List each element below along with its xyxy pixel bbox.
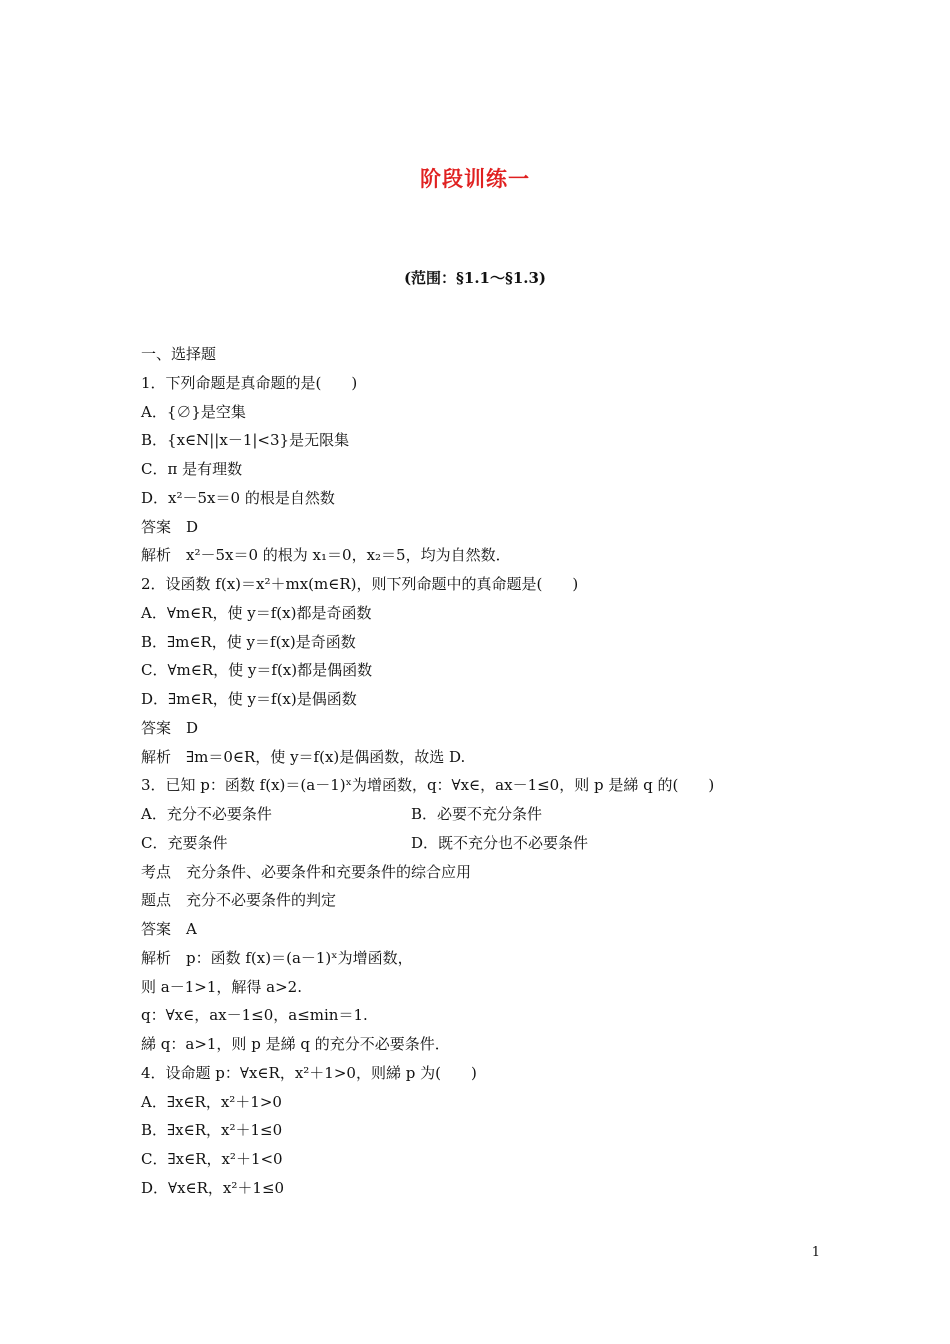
question-3-analysis-4: 綈 q：a>1，则 p 是綈 q 的充分不必要条件． [141, 1035, 450, 1053]
question-2-option-b: B．∃m∈R，使 y＝f(x)是奇函数 [141, 632, 356, 651]
question-3-stem: 3．已知 p：函数 f(x)＝(a－1)ˣ为增函数，q：∀x∈，ax－1≤0，则 p 是綈 q 的( ) [141, 776, 715, 795]
question-4-option-a: A．∃x∈R，x²＋1>0 [141, 1092, 282, 1111]
question-4-option-d: D．∀x∈R，x²＋1≤0 [141, 1178, 285, 1197]
question-3-kaodian: 考点 充分条件、必要条件和充要条件的综合应用 [141, 862, 472, 881]
question-4-stem: 4．设命题 p：∀x∈R，x²＋1>0，则綈 p 为( ) [141, 1063, 477, 1082]
question-4-option-b: B．∃x∈R，x²＋1≤0 [141, 1121, 283, 1140]
question-1-option-a: A．{∅}是空集 [141, 402, 246, 421]
question-3-option-b: B．必要不充分条件 [411, 805, 543, 823]
question-list [141, 340, 821, 1203]
question-2-stem: 2．设函数 f(x)＝x²＋mx(m∈R)，则下列命题中的真命题是( ) [141, 575, 579, 593]
question-3-answer: 答案 A [141, 920, 197, 938]
range-subtitle: (范围：§1.1～§1.3) [403, 269, 547, 287]
section-heading: 一、选择题 [141, 345, 217, 363]
question-2-answer: 答案 D [141, 718, 199, 737]
question-1-option-c: C．π 是有理数 [141, 460, 243, 478]
question-3-analysis-3: q：∀x∈，ax－1≤0，a≤min＝1. [141, 1006, 368, 1025]
question-1-stem: 1．下列命题是真命题的是( ) [141, 373, 358, 392]
question-3-analysis-1: 解析 p：函数 f(x)＝(a－1)ˣ为增函数， [141, 948, 413, 967]
question-4-option-c: C．∃x∈R，x²＋1<0 [141, 1150, 283, 1168]
question-2-option-d: D．∃m∈R，使 y＝f(x)是偶函数 [141, 690, 357, 708]
question-3-option-c: C．充要条件 [141, 833, 228, 852]
question-3-analysis-2: 则 a－1>1，解得 a>2. [141, 977, 302, 996]
question-1-analysis: 解析 x²－5x＝0 的根为 x₁＝0，x₂＝5，均为自然数． [141, 546, 511, 565]
question-1-option-b: B．{x∈N||x－1|<3}是无限集 [141, 431, 350, 450]
question-3-options-row-2 [141, 829, 821, 858]
page-title: 阶段训练一 [420, 166, 530, 191]
question-2-option-a: A．∀m∈R，使 y＝f(x)都是奇函数 [141, 603, 372, 622]
question-3-tidian: 题点 充分不必要条件的判定 [141, 891, 337, 910]
question-1-answer: 答案 D [141, 517, 199, 536]
question-2-option-c: C．∀m∈R，使 y＝f(x)都是偶函数 [141, 661, 373, 680]
question-3-option-a: A．充分不必要条件 [141, 805, 272, 823]
question-3-options-row-1 [141, 800, 821, 829]
question-3-option-d: D．既不充分也不必要条件 [411, 833, 589, 852]
question-2-analysis: 解析 ∃m＝0∈R，使 y＝f(x)是偶函数，故选 D. [141, 747, 466, 766]
question-1-option-d: D．x²－5x＝0 的根是自然数 [141, 488, 335, 507]
page-number: 1 [811, 1245, 820, 1260]
